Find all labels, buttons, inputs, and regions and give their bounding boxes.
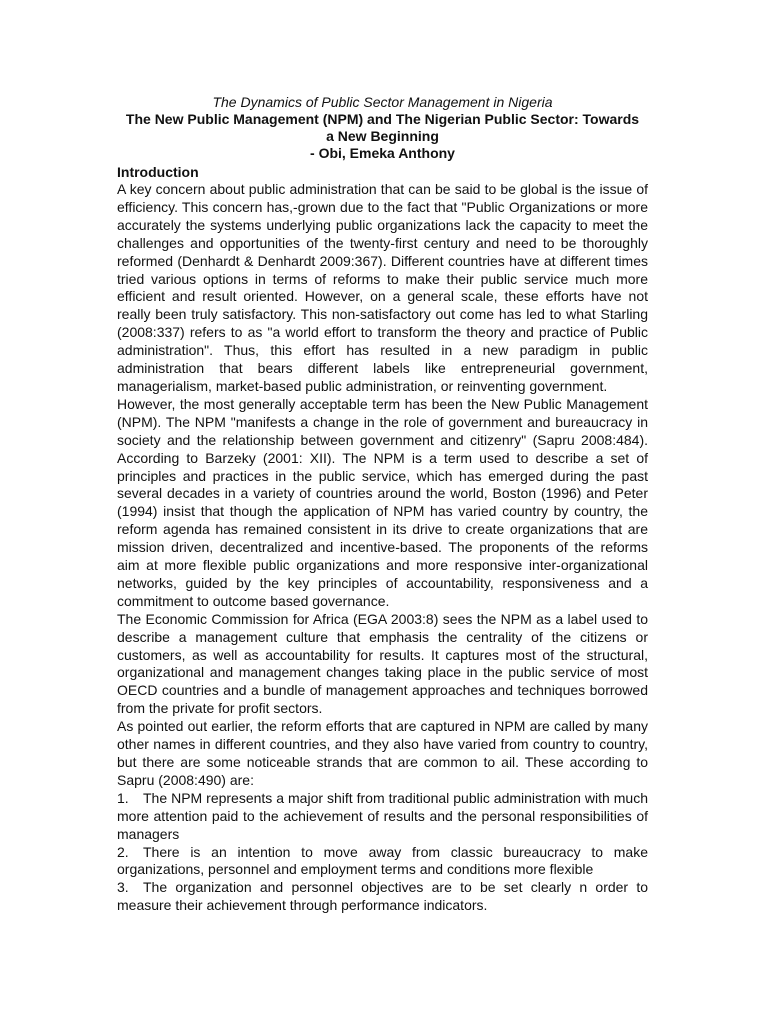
paragraph: However, the most generally acceptable term has been the New Public Management (NPM). The NPM "manifests a change in the role of government and bureaucracy in society and the relationship between government and citizenry" (Sapru 2008:484). According to Barzeky (2001: XII). The NPM is a term used to describe a set of principles and practices in the public service, which has emerged during the past several decades in a variety of countries around the world, Boston (1996) and Peter (1994) insist that though the application of NPM has varied country by country, the reform agenda has remained consistent in its drive to create organizations that are mission driven, decentralized and incentive-based. The proponents of the reforms aim at more flexible public organizations and more responsive inter-organizational networks, guided by the key principles of accountability, responsiveness and a commitment to outcome based governance. — [117, 395, 648, 609]
list-item-number: 1. — [117, 789, 129, 806]
list-item-text: There is an intention to move away from classic bureaucracy to make organizations, personnel and employment terms and conditions more flexible — [117, 843, 648, 878]
list-item-number: 2. — [117, 843, 129, 860]
paragraph: A key concern about public administration that can be said to be global is the issue of efficiency. This concern has,-grown due to the fact that "Public Organizations or more accurately the systems underlying public organizations lack the capacity to meet the challenges and opportunities of the twenty-first century and need to be thoroughly reformed (Denhardt & Denhardt 2009:367). Different countries have at different times tried various options in terms of reforms to make their public service much more efficient and result oriented. However, on a general scale, these efforts have not really been truly satisfactory. This non-satisfactory out come has led to what Starling (2008:337) refers to as "a world effort to transform the theory and practice of Public administration". Thus, this effort has resulted in a new paradigm in public administration that bears different labels like entrepreneurial government, managerialism, market-based public administration, or reinventing government. — [117, 181, 648, 394]
document-subtitle: The New Public Management (NPM) and The Nigerian Public Sector: Towards a New Beginning — [125, 111, 640, 144]
list-item — [117, 879, 648, 915]
paragraph: The Economic Commission for Africa (EGA 2003:8) sees the NPM as a label used to describe a management culture that emphasis the centrality of the citizens or customers, as well as accountability for results. It captures most of the structural, organizational and management changes taking place in the public service of most OECD countries and a bundle of management approaches and techniques borrowed from the private for profit sectors. — [117, 610, 648, 717]
section-heading-introduction: Introduction — [117, 164, 199, 180]
list-item — [117, 844, 648, 880]
document-title: The Dynamics of Public Sector Management in Nigeria — [212, 94, 553, 110]
list-item — [117, 790, 648, 844]
paragraph: As pointed out earlier, the reform efforts that are captured in NPM are called by many other names in different countries, and they also have varied from country to country, but there are some noticeable strands that are common to ail. These according to Sapru (2008:490) are: — [117, 718, 648, 788]
document-page — [117, 94, 648, 915]
list-item-text: The NPM represents a major shift from traditional public administration with much more attention paid to the achievement of results and the personal responsibilities of managers — [117, 789, 648, 842]
document-author: - Obi, Emeka Anthony — [310, 145, 455, 161]
list-item-text: The organization and personnel objectives are to be set clearly n order to measure their achievement through performance indicators. — [117, 879, 648, 914]
list-item-number: 3. — [117, 879, 129, 896]
